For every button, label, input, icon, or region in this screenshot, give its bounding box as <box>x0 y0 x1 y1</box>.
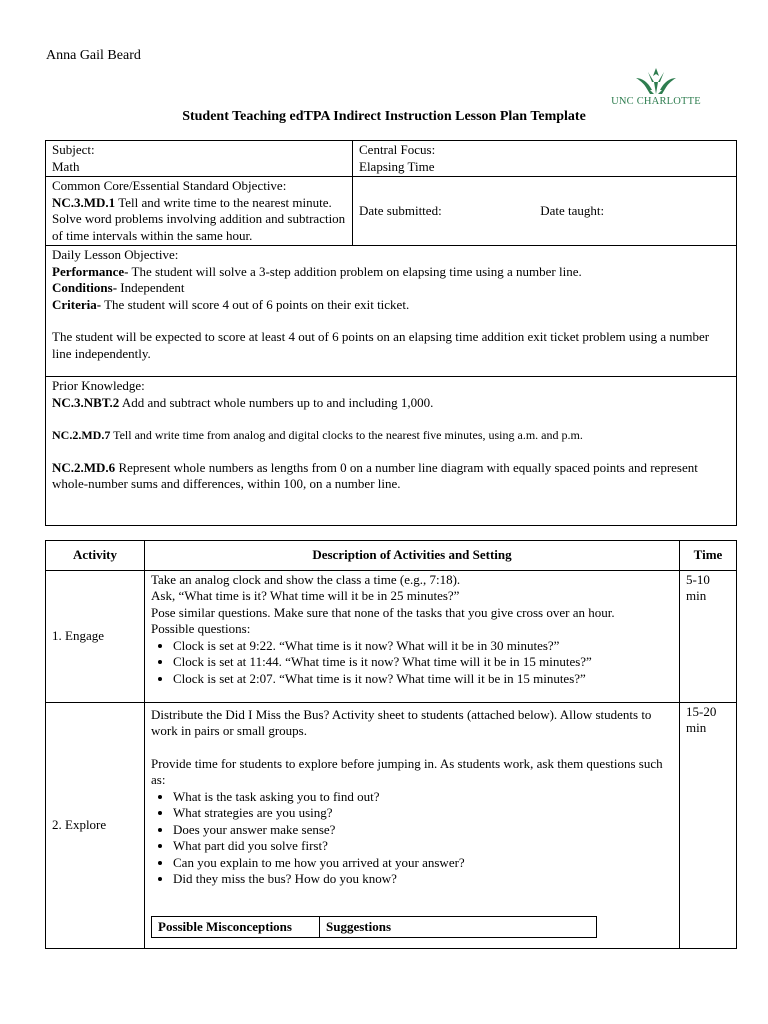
logo-text: UNC CHARLOTTE <box>611 96 701 107</box>
objective-label: Common Core/Essential Standard Objective: <box>52 178 287 193</box>
activities-table <box>45 540 737 949</box>
engage-question: • Clock is set at 9:22. “What time is it now? What will it be in 30 minutes?” <box>173 638 673 655</box>
performance-line: Performance- The student will solve a 3-step addition problem on elapsing time using a number line. <box>52 263 582 279</box>
prior-item: NC.2.MD.7 Tell and write time from analog and digital clocks to the nearest five minutes, using a.m. and p.m. <box>52 428 583 442</box>
description-header: Description of Activities and Setting <box>145 541 680 571</box>
explore-time: 15-20 min <box>680 702 737 948</box>
objective-text: NC.3.MD.1 Tell and write time to the nearest minute. Solve word problems involving addition and subtraction of time intervals within the same hour. <box>52 194 346 243</box>
objective-code: NC.3.MD.1 <box>52 194 116 210</box>
daily-objective-label: Daily Lesson Objective: <box>52 247 179 262</box>
misconceptions-header: Possible Misconceptions <box>152 916 320 938</box>
activity-engage: 1. Engage <box>46 570 145 702</box>
misconceptions-table <box>151 916 597 939</box>
explore-description: Distribute the Did I Miss the Bus? Activity sheet to students (attached below). Allow students to work in pairs or small groups. Provide time for students to explore before jumping in. As students work, ask them questions such as: • What is the task asking you to find out? • What strategies are you using? • Does your answer make sense? • What part did you solve first? • Can you explain to me how you arrived at your answer? • Did they miss the bus? How do you know? Possible Misconceptions Suggestions <box>145 702 680 948</box>
explore-question: • What part did you solve first? <box>173 838 673 855</box>
document-title: Student Teaching edTPA Indirect Instruction Lesson Plan Template <box>182 109 586 124</box>
engage-question: • Clock is set at 11:44. “What time is it now? What time will it be in 15 minutes?” <box>173 654 673 671</box>
engage-description: Take an analog clock and show the class a time (e.g., 7:18). Ask, “What time is it? What time will it be in 25 minutes?” Pose similar questions. Make sure that none of the tasks that you give cross over an hour. Possible questions: • Clock is set at 9:22. “What time is it now? What will it be in 30 minutes?” • Clock is set at 11:44. “What time is it now? What time will it be in 15 minutes?” • Clock is set at 2:07. “What time is it now? What time will it be in 15 minutes?” <box>145 570 680 702</box>
daily-objective-summary: The student will be expected to score at least 4 out of 6 points on an elapsing time addition exit ticket problem using a number line independently. <box>52 329 710 361</box>
criteria-line: Criteria- The student will score 4 out of 6 points on their exit ticket. <box>52 296 410 312</box>
explore-question: • Can you explain to me how you arrived at your answer? <box>173 855 673 872</box>
engage-question: • Clock is set at 2:07. “What time is it now? What time will it be in 15 minutes?” <box>173 671 673 688</box>
explore-question: • Does your answer make sense? <box>173 822 673 839</box>
central-focus-value: Elapsing Time <box>359 158 435 174</box>
author-name: Anna Gail Beard <box>46 48 141 63</box>
subject-value: Math <box>52 158 80 174</box>
date-submitted-label: Date submitted: <box>359 202 442 218</box>
conditions-line: Conditions- Independent <box>52 280 185 295</box>
explore-question: • What strategies are you using? <box>173 805 673 822</box>
subject-label: Subject: <box>52 142 95 157</box>
lesson-info-table <box>45 140 737 526</box>
date-taught-label: Date taught: <box>540 202 605 218</box>
activity-explore: 2. Explore <box>46 702 145 948</box>
prior-item: NC.2.MD.6 Represent whole numbers as lengths from 0 on a number line diagram with equally spaced points and represent whole-number sums and differences, within 100, on a number line. <box>52 459 698 491</box>
prior-knowledge-label: Prior Knowledge: <box>52 378 145 393</box>
central-focus-label: Central Focus: <box>359 142 436 157</box>
time-header: Time <box>680 541 737 571</box>
crown-logo-icon <box>604 66 708 98</box>
explore-question: • Did they miss the bus? How do you know? <box>173 871 673 888</box>
suggestions-header: Suggestions <box>320 916 597 938</box>
unc-charlotte-logo <box>604 66 708 112</box>
explore-question: • What is the task asking you to find out? <box>173 789 673 806</box>
prior-item: NC.3.NBT.2 Add and subtract whole numbers up to and including 1,000. <box>52 394 434 410</box>
activity-header: Activity <box>46 541 145 571</box>
engage-time: 5-10 min <box>680 570 737 702</box>
